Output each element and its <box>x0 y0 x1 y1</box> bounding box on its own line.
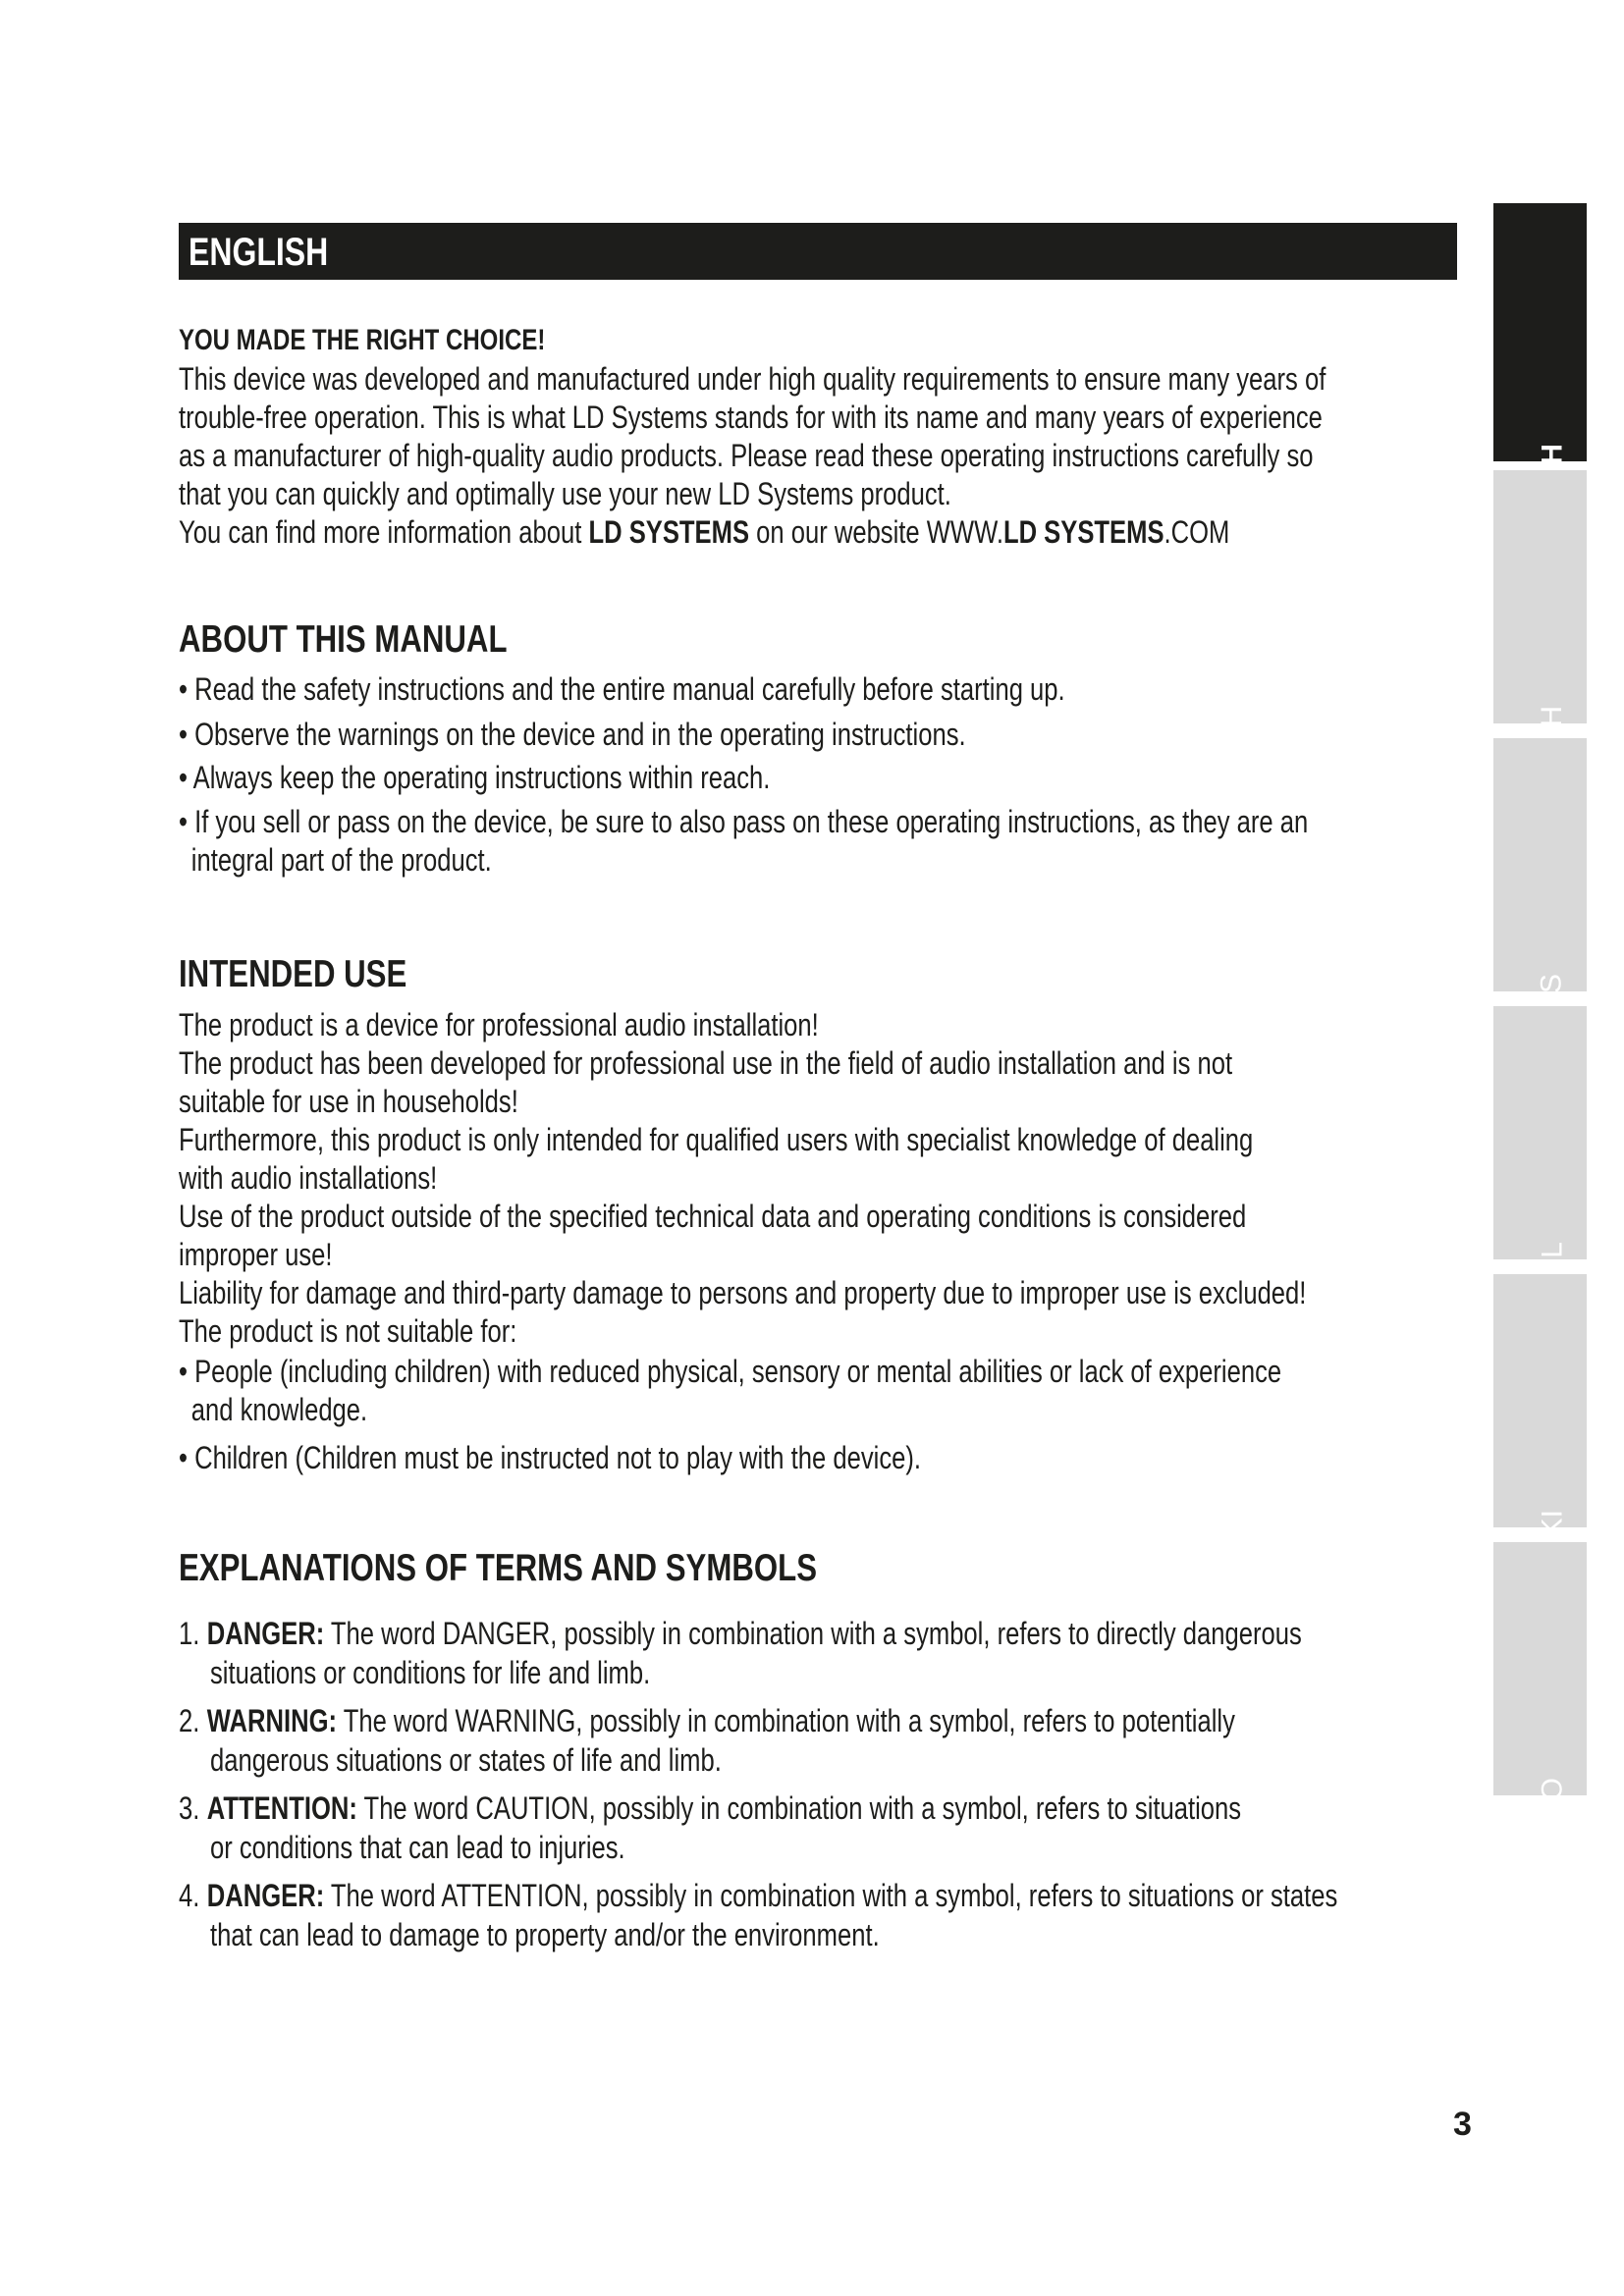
term-text: The word ATTENTION, possibly in combination with a symbol, refers to situations or states <box>324 1878 1338 1913</box>
tab-english[interactable] <box>1493 203 1587 461</box>
bullet-text: • If you sell or pass on the device, be sure to also pass on these operating instructions, as they are an <box>179 804 1309 839</box>
intro-heading: YOU MADE THE RIGHT CHOICE! <box>179 324 546 356</box>
intended-bullet <box>179 1353 1557 1429</box>
item-number: 4. <box>179 1878 200 1913</box>
item-number: 1. <box>179 1616 200 1651</box>
intended-line: improper use! <box>179 1237 333 1272</box>
banner-title: ENGLISH <box>189 231 329 274</box>
bullet-text: • Read the safety instructions and the entire manual carefully before starting up. <box>179 671 1065 707</box>
term-text: The word DANGER, possibly in combination with a symbol, refers to directly dangerous <box>324 1616 1302 1651</box>
term-label: WARNING: <box>206 1703 338 1738</box>
tab-deutsch[interactable] <box>1493 470 1587 723</box>
bullet-text-cont: and knowledge. <box>190 1392 368 1427</box>
about-bullet <box>179 716 1163 754</box>
intended-bullet <box>179 1439 1107 1477</box>
intended-line: with audio installations! <box>179 1160 438 1196</box>
intended-line: The product is not suitable for: <box>179 1313 517 1349</box>
bullet-text: • Always keep the operating instructions within reach. <box>179 760 771 795</box>
about-heading: ABOUT THIS MANUAL <box>179 618 508 661</box>
tab-italiano[interactable] <box>1493 1542 1587 1910</box>
intended-line: The product has been developed for professional use in the field of audio installation and is not <box>179 1045 1233 1081</box>
info-mid: on our website WWW. <box>749 514 1003 550</box>
term-text-cont: situations or conditions for life and limb. <box>210 1655 651 1690</box>
term-item <box>179 1789 1507 1867</box>
bullet-text: • Children (Children must be instructed not to play with the device). <box>179 1440 921 1475</box>
term-label: DANGER: <box>206 1878 325 1913</box>
term-label: DANGER: <box>206 1616 325 1651</box>
about-bullet <box>179 803 1591 880</box>
tab-espanol[interactable] <box>1493 1006 1587 1259</box>
about-bullet <box>179 670 1286 709</box>
intended-line: Liability for damage and third-party damage to persons and property due to improper use is excluded! <box>179 1275 1307 1310</box>
brand-name: LD SYSTEMS <box>588 514 750 550</box>
page-number: 3 <box>1453 2106 1472 2143</box>
intro-line: as a manufacturer of high-quality audio products. Please read these operating instructions carefully so <box>179 438 1314 473</box>
term-text-cont: or conditions that can lead to injuries. <box>210 1830 625 1865</box>
info-prefix: You can find more information about <box>179 514 589 550</box>
intended-paragraph <box>179 1006 1588 1351</box>
term-text-cont: that can lead to damage to property and/or the environment. <box>210 1917 880 1952</box>
intended-line: Use of the product outside of the specified technical data and operating conditions is considered <box>179 1199 1247 1234</box>
intended-line: suitable for use in households! <box>179 1084 518 1119</box>
term-text: The word WARNING, possibly in combination with a symbol, refers to potentially <box>337 1703 1235 1738</box>
intro-line: that you can quickly and optimally use your new LD Systems product. <box>179 476 951 511</box>
intended-line: The product is a device for professional audio installation! <box>179 1007 819 1042</box>
bullet-text: • People (including children) with reduced physical, sensory or mental abilities or lack of experience <box>179 1354 1282 1389</box>
website-suffix[interactable]: .COM <box>1164 514 1230 550</box>
item-number: 3. <box>179 1790 200 1826</box>
about-bullet <box>179 759 918 797</box>
term-item <box>179 1701 1499 1780</box>
intro-line: This device was developed and manufactured under high quality requirements to ensure many years of <box>179 361 1326 397</box>
intro-line: trouble-free operation. This is what LD Systems stands for with its name and many years of experience <box>179 400 1323 435</box>
tab-polski[interactable] <box>1493 1274 1587 1527</box>
tab-francais[interactable] <box>1493 738 1587 991</box>
website-brand[interactable]: LD SYSTEMS <box>1002 514 1164 550</box>
bullet-text-cont: integral part of the product. <box>190 842 492 878</box>
term-item <box>179 1876 1624 1954</box>
intro-paragraph <box>179 360 1612 552</box>
term-item <box>179 1614 1583 1692</box>
term-label: ATTENTION: <box>206 1790 357 1826</box>
intended-line: Furthermore, this product is only intended for qualified users with specialist knowledge of dealing <box>179 1122 1254 1157</box>
intro-info-line <box>179 513 1326 552</box>
section-banner <box>179 223 1457 280</box>
tab-label: ITALIANO <box>1536 1778 1568 1910</box>
terms-heading: EXPLANATIONS OF TERMS AND SYMBOLS <box>179 1547 818 1589</box>
intended-heading: INTENDED USE <box>179 953 407 995</box>
item-number: 2. <box>179 1703 200 1738</box>
term-text: The word CAUTION, possibly in combination with a symbol, refers to situations <box>356 1790 1242 1826</box>
bullet-text: • Observe the warnings on the device and in the operating instructions. <box>179 717 966 752</box>
term-text-cont: dangerous situations or states of life and limb. <box>210 1742 722 1778</box>
